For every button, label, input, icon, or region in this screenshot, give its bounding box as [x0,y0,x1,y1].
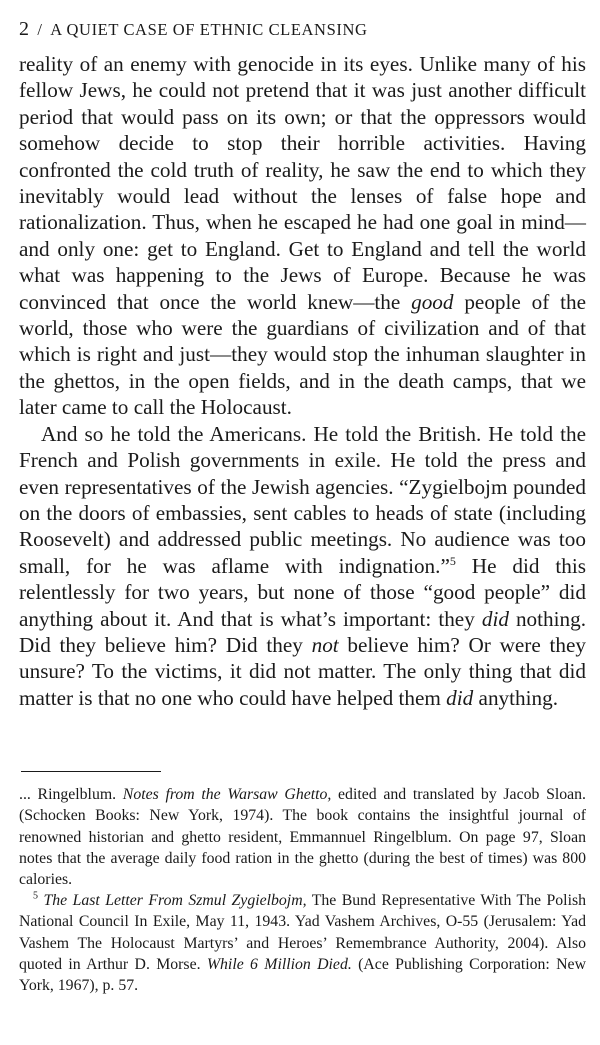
paragraph-2-text-b: He did this relentlessly for two years, but none of those “good people” did anything about it. And that is what’s important: they [19,553,586,631]
footnote-5-title: The Last Letter From Szmul Zygielbojm, [43,892,307,910]
footnote-continued-text-a: ... Ringelblum. [19,786,123,804]
footnote-continued [19,784,586,890]
paragraph-2-text-e: anything. [473,685,558,710]
paragraph-1-text-a: reality of an enemy with genocide in its eyes. Unlike many of his fellow Jews, he could not pretend that it was just another difficult period that would pass on its own; or that the oppressors would somehow decide to stop their horrible activities. Having confronted the cold truth of reality, he saw the end to which they inevitably would lead without the lenses of false hope and rationalization. Thus, when he escaped he had one goal in mind—and only one: get to England. Get to England and tell the world what was happening to the Jews of Europe. Because he was convinced that once the world knew—the [19,52,586,314]
paragraph-1-text-b: people of the world, those who were the guardians of civilization and of that which is right and just—they would stop the inhuman slaughter in the ghettos, in the open fields, and in the death camps, that we later came to call the Holocaust. [19,289,586,420]
footnote-continued-title: Notes from the Warsaw Ghetto, [122,786,332,804]
paragraph-2-text-a: And so he told the Americans. He told the British. He told the French and Polish governments in exile. He told the press and even representatives of the Jewish agencies. “Zygielbojm pounded on the doors of embassies, sent cables to heads of state (including Roosevelt) and addressed public meetings. No audience was too small, for he was aflame with indignation.” [19,421,586,578]
footnote-continued-text-b: edited and translated by Jacob Sloan. (Schocken Books: New York, 1974). The book contains the insightful journal of renowned historian and ghetto resident, Emmannuel Ringelblum. On page 97, Sloan notes that the average daily food ration in the ghetto (during the best of times) was 800 calories. [19,786,586,888]
footnote-5-number: 5 [33,890,38,902]
paragraph-2-text-d: believe him? Or were they unsure? To the victims, it did not matter. The only thing that did matter is that no one who could have helped them [19,632,586,710]
running-head [19,18,586,41]
body-paragraph-2 [19,421,586,711]
page-number: 2 [19,18,30,40]
emphasis-did-2: did [446,685,474,710]
footnote-divider [21,771,161,772]
emphasis-did-1: did [481,606,509,631]
footnote-5-book-title: While 6 Million Died. [206,955,352,973]
body-paragraph-1 [19,51,586,421]
footnote-5 [19,890,586,996]
footnote-5-text-b: (Ace Publishing Corporation: New York, 1967), p. 57. [19,955,586,994]
footnote-5-text-a: The Bund Representative With The Polish National Council In Exile, May 11, 1943. Yad Vashem Archives, O-55 (Jerusalem: Yad Vashem The Holocaust Martyrs’ and Heroes’ Remembrance Authority, 2004). Also quoted in Arthur D. Morse. [19,892,586,973]
emphasis-good: good [411,289,454,314]
body-text [19,51,586,711]
footnote-ref-5: 5 [449,553,456,568]
running-head-separator: / [37,20,43,39]
paragraph-2-text-c: nothing. Did they believe him? Did they [19,606,586,657]
running-head-title: A QUIET CASE OF ETHNIC CLEANSING [50,20,368,39]
emphasis-not: not [311,632,339,657]
footnotes [19,784,586,996]
